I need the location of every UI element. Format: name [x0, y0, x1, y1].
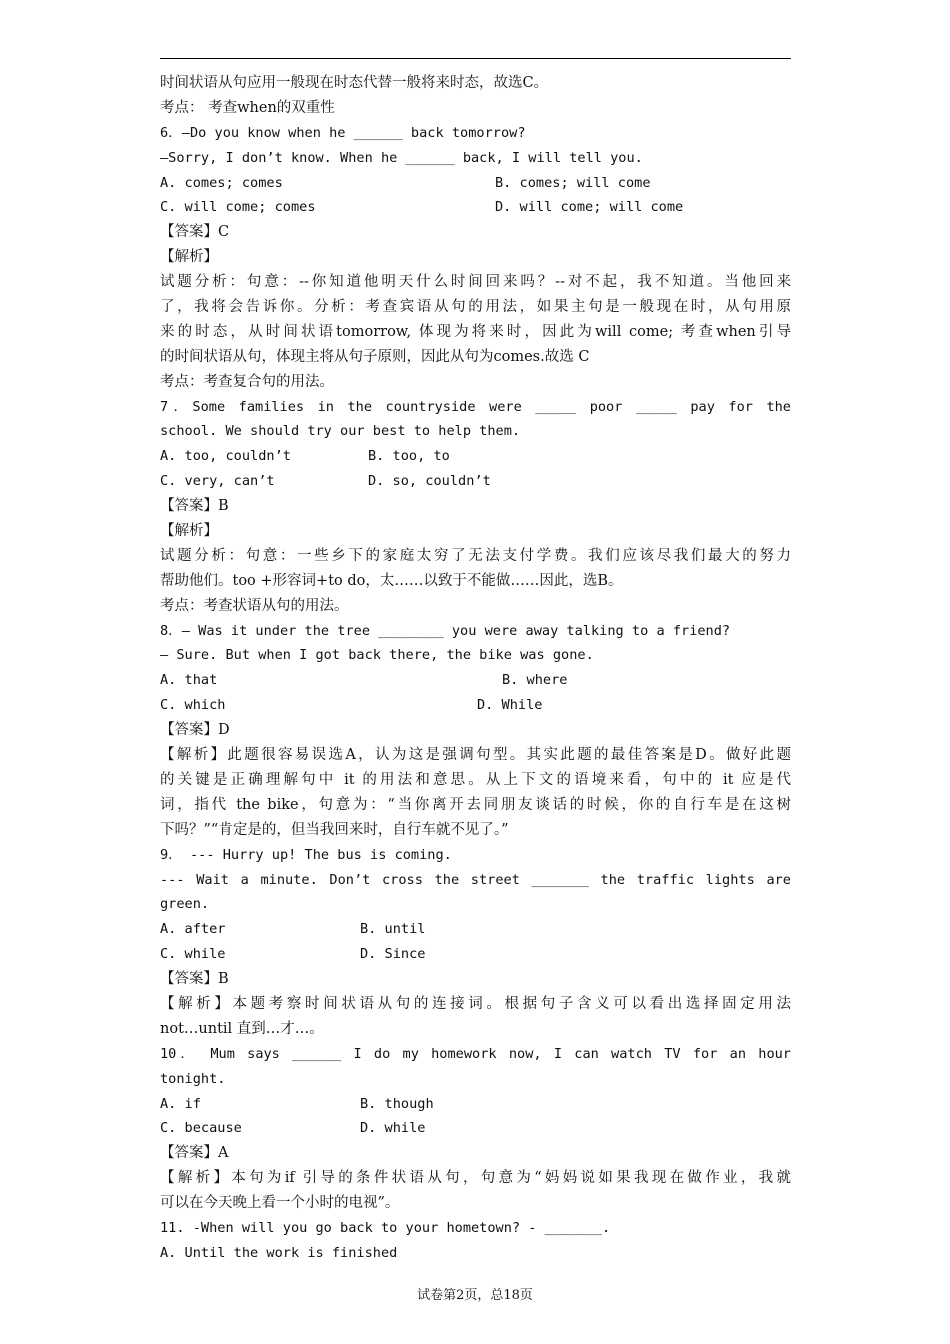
- option-d: D. so, couldn’t: [368, 473, 491, 490]
- q6-answer: 【答案】C: [160, 224, 230, 241]
- header-rule: [160, 58, 791, 59]
- q8-options-row2: [160, 693, 791, 718]
- q7-options-row2: [160, 469, 791, 494]
- q6-analysis-line: 的时间状语从句，体现主将从句子原则，因此从句为comes.故选 C: [160, 348, 590, 365]
- point-line: 考点： 考查when的双重性: [160, 99, 335, 116]
- q8-reply: — Sure. But when I got back there, the bike was gone.: [160, 647, 594, 664]
- option-c: C. because: [160, 1120, 242, 1137]
- q10-options-row2: [160, 1116, 791, 1141]
- q9-options-row1: [160, 917, 791, 942]
- option-a: A. comes; comes: [160, 174, 283, 191]
- q10-analysis-line: 【解析】本句为if 引导的条件状语从句，句意为“妈妈说如果我现在做作业，我就: [160, 1170, 791, 1187]
- q6-options-row2: [160, 195, 791, 220]
- option-b: B. though: [360, 1095, 434, 1112]
- q8-stem: 8．— Was it under the tree ________ you were away talking to a friend?: [160, 622, 731, 639]
- q9-reply-cont: green.: [160, 896, 210, 913]
- option-a: A. after: [160, 921, 226, 938]
- q7-analysis-line: 帮助他们。too +形容词+to do，太……以致于不能做……因此，选B。: [160, 572, 623, 589]
- q8-options-row1: [160, 668, 791, 693]
- q9-stem: 9． --- Hurry up! The bus is coming.: [160, 846, 452, 863]
- q9-analysis-line: not…until 直到…才…。: [160, 1020, 324, 1037]
- q6-analysis-line: 来的时态，从时间状语tomorrow, 体现为将来时，因此为will come; 考查when引导: [160, 323, 791, 340]
- q6-stem: 6．—Do you know when he ______ back tomorrow?: [160, 124, 526, 141]
- option-d: D. While: [477, 697, 543, 714]
- q6-reply: —Sorry, I don’t know. When he ______ back, I will tell you.: [160, 149, 643, 166]
- q9-reply: --- Wait a minute. Don’t cross the street _______ the traffic lights are: [160, 871, 791, 888]
- q7-stem: 7．Some families in the countryside were _____ poor _____ pay for the: [160, 398, 791, 415]
- q8-answer: 【答案】D: [160, 722, 230, 739]
- q10-stem-cont: tonight.: [160, 1070, 226, 1087]
- option-a: A. too, couldn’t: [160, 448, 291, 465]
- option-c: C. very, can’t: [160, 473, 275, 490]
- option-c: C. while: [160, 946, 226, 963]
- q7-analysis-line: 试题分析：句意：一些乡下的家庭太穷了无法支付学费。我们应该尽我们最大的努力: [160, 547, 791, 564]
- q7-answer: 【答案】B: [160, 498, 229, 515]
- q9-analysis-line: 【解析】本题考察时间状语从句的连接词。根据句子含义可以看出选择固定用法: [160, 995, 791, 1012]
- q8-analysis-line: 的关键是正确理解句中 it 的用法和意思。从上下文的语境来看，句中的 it 应是代: [160, 771, 791, 788]
- option-c: C. will come; comes: [160, 199, 316, 216]
- option-a: A. that: [160, 672, 218, 689]
- q7-analysis-label: 【解析】: [160, 523, 218, 540]
- q7-point: 考点：考查状语从句的用法。: [160, 597, 349, 614]
- q6-analysis-label: 【解析】: [160, 249, 218, 266]
- document-body: [160, 71, 791, 1266]
- q6-analysis-line: 了，我将会告诉你。分析：考查宾语从句的用法，如果主句是一般现在时，从句用原: [160, 299, 791, 316]
- q8-analysis-line: 词，指代 the bike，句意为：“当你离开去同朋友谈话的时候，你的自行车是在这树: [160, 796, 791, 813]
- option-c: C. which: [160, 697, 226, 714]
- q7-stem-cont: school. We should try our best to help them.: [160, 423, 521, 440]
- q11-stem: 11. -When will you go back to your hometown? - _______.: [160, 1219, 611, 1236]
- q6-point: 考点：考查复合句的用法。: [160, 373, 334, 390]
- q8-analysis-line: 下吗？”“肯定是的，但当我回来时，自行车就不见了。”: [160, 821, 509, 838]
- q10-stem: 10． Mum says ______ I do my homework now, I can watch TV for an hour: [160, 1045, 791, 1062]
- option-d: D. Since: [360, 946, 426, 963]
- q10-analysis-line: 可以在今天晚上看一个小时的电视”。: [160, 1195, 400, 1212]
- option-b: B. too, to: [368, 448, 450, 465]
- q10-answer: 【答案】A: [160, 1145, 229, 1162]
- option-a: A. Until the work is finished: [160, 1244, 398, 1261]
- option-b: B. comes; will come: [495, 174, 651, 191]
- q6-analysis-line: 试题分析：句意：--你知道他明天什么时间回来吗？--对不起，我不知道。当他回来: [160, 274, 791, 291]
- q8-analysis-line: 【解析】此题很容易误选A，认为这是强调句型。其实此题的最佳答案是D。做好此题: [160, 747, 791, 764]
- q10-options-row1: [160, 1092, 791, 1117]
- option-d: D. while: [360, 1120, 426, 1137]
- page-footer: 试卷第2页，总18页: [417, 1288, 533, 1303]
- q7-options-row1: [160, 444, 791, 469]
- q9-options-row2: [160, 942, 791, 967]
- option-d: D. will come; will come: [495, 199, 684, 216]
- option-b: B. until: [360, 921, 426, 938]
- option-b: B. where: [502, 672, 568, 689]
- option-a: A. if: [160, 1095, 201, 1112]
- q9-answer: 【答案】B: [160, 971, 229, 988]
- q6-options-row1: [160, 171, 791, 196]
- text-line: 时间状语从句应用一般现在时态代替一般将来时态，故选C。: [160, 75, 549, 91]
